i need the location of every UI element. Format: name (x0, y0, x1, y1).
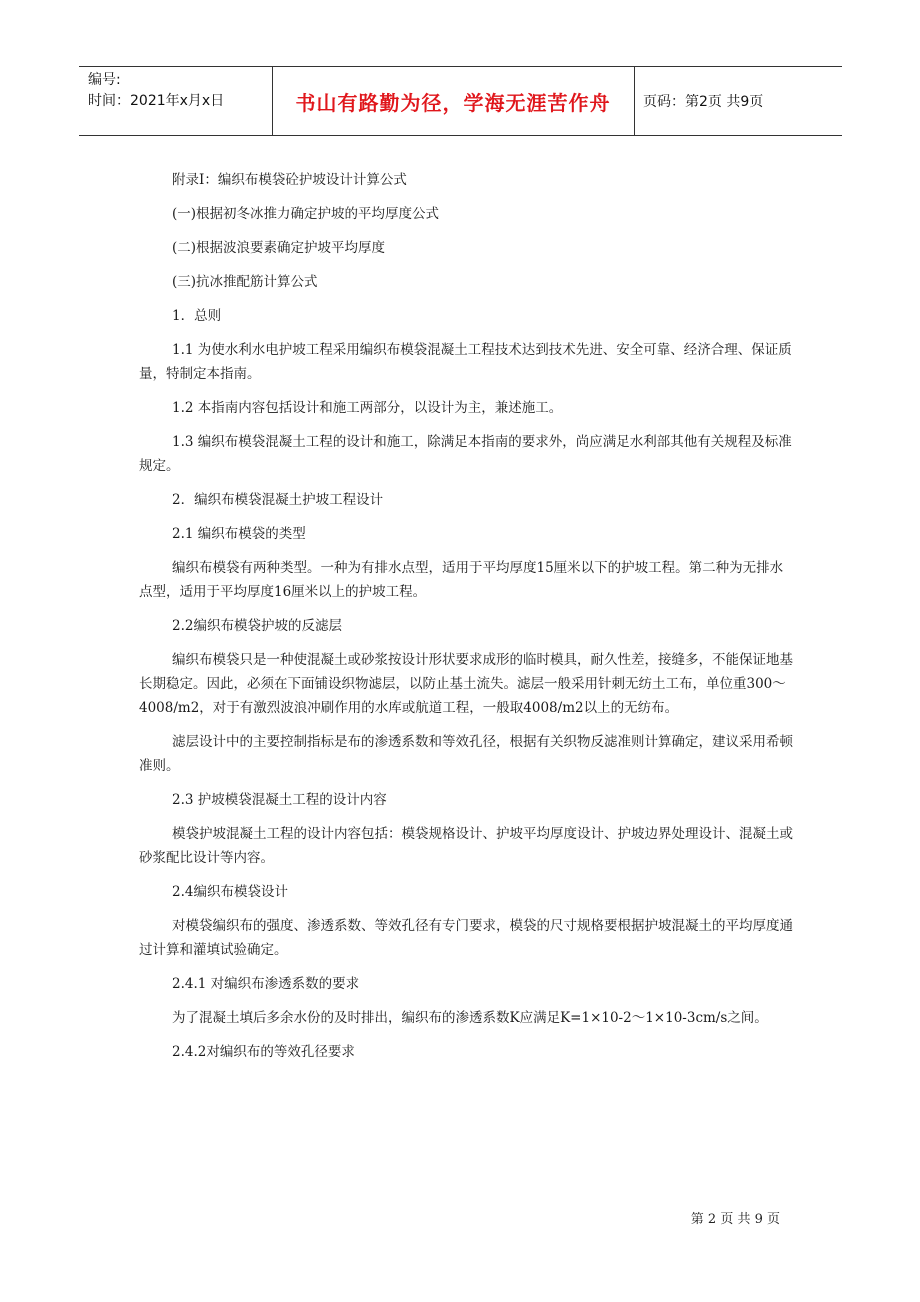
document-header (79, 66, 842, 136)
document-body (139, 168, 795, 1074)
header-meta-cell (79, 67, 273, 135)
header-page-cell (634, 67, 840, 135)
clause-2-1-text: 编织布模袋有两种类型。一种为有排水点型，适用于平均厚度15厘米以下的护坡工程。第二种为无排水点型，适用于平均厚度16厘米以上的护坡工程。 (139, 560, 784, 600)
section-heading-design: 2．编织布模袋混凝土护坡工程设计 (172, 492, 384, 508)
clause-2-4-2-heading: 2.4.2对编织布的等效孔径要求 (172, 1044, 355, 1060)
clause-2-2-filter-text: 滤层设计中的主要控制指标是布的渗透系数和等效孔径，根据有关织物反滤准则计算确定，建议采用希顿准则。 (139, 734, 793, 774)
clause-2-4-1-heading: 2.4.1 对编织布渗透系数的要求 (172, 976, 360, 992)
clause-2-1-heading: 2.1 编织布模袋的类型 (172, 526, 306, 542)
page-footer: 第 2 页 共 9 页 (690, 1212, 780, 1227)
formula-item-3: (三)抗冰推配筋计算公式 (172, 274, 318, 290)
clause-2-4-1-text: 为了混凝土填后多余水份的及时排出，编织布的渗透系数K应满足K=1×10-2～1×10-3cm/s之间。 (172, 1010, 768, 1026)
document-number-label: 编号: (88, 72, 121, 88)
formula-item-2: (二)根据波浪要素确定护坡平均厚度 (172, 240, 386, 256)
clause-2-4-heading: 2.4编织布模袋设计 (172, 884, 288, 900)
document-date-label: 时间：2021年x月x日 (88, 93, 225, 109)
clause-2-2-heading: 2.2编织布模袋护坡的反滤层 (172, 618, 342, 634)
clause-1-1: 1.1 为使水利水电护坡工程采用编织布模袋混凝土工程技术达到技术先进、安全可靠、经济合理、保证质量，特制定本指南。 (139, 342, 792, 382)
clause-2-2-text: 编织布模袋只是一种使混凝土或砂浆按设计形状要求成形的临时模具，耐久性差，接缝多，不能保证地基长期稳定。因此，必须在下面铺设织物滤层，以防止基土流失。滤层一般采用针刺无纺土工布，单位重300～4008/m2，对于有激烈波浪冲刷作用的水库或航道工程，一般取4008/m2以上的无纺布。 (139, 652, 793, 716)
header-motto: 书山有路勤为径，学海无涯苦作舟 (295, 91, 611, 115)
formula-item-1: (一)根据初冬冰推力确定护坡的平均厚度公式 (172, 206, 440, 222)
header-page-code: 页码：第2页 共9页 (643, 94, 764, 110)
clause-2-4-text: 对模袋编织布的强度、渗透系数、等效孔径有专门要求，模袋的尺寸规格要根据护坡混凝土的平均厚度通过计算和灌填试验确定。 (139, 918, 793, 958)
clause-2-3-text: 模袋护坡混凝土工程的设计内容包括：模袋规格设计、护坡平均厚度设计、护坡边界处理设计、混凝土或砂浆配比设计等内容。 (139, 826, 793, 866)
clause-1-3: 1.3 编织布模袋混凝土工程的设计和施工，除满足本指南的要求外，尚应满足水利部其他有关规程及标准规定。 (139, 434, 792, 474)
appendix-title: 附录Ⅰ：编织布模袋砼护坡设计计算公式 (172, 172, 407, 188)
clause-2-3-heading: 2.3 护坡模袋混凝土工程的设计内容 (172, 792, 387, 808)
header-motto-cell (272, 67, 635, 135)
section-heading-general: 1．总则 (172, 308, 222, 324)
clause-1-2: 1.2 本指南内容包括设计和施工两部分，以设计为主，兼述施工。 (172, 400, 563, 416)
